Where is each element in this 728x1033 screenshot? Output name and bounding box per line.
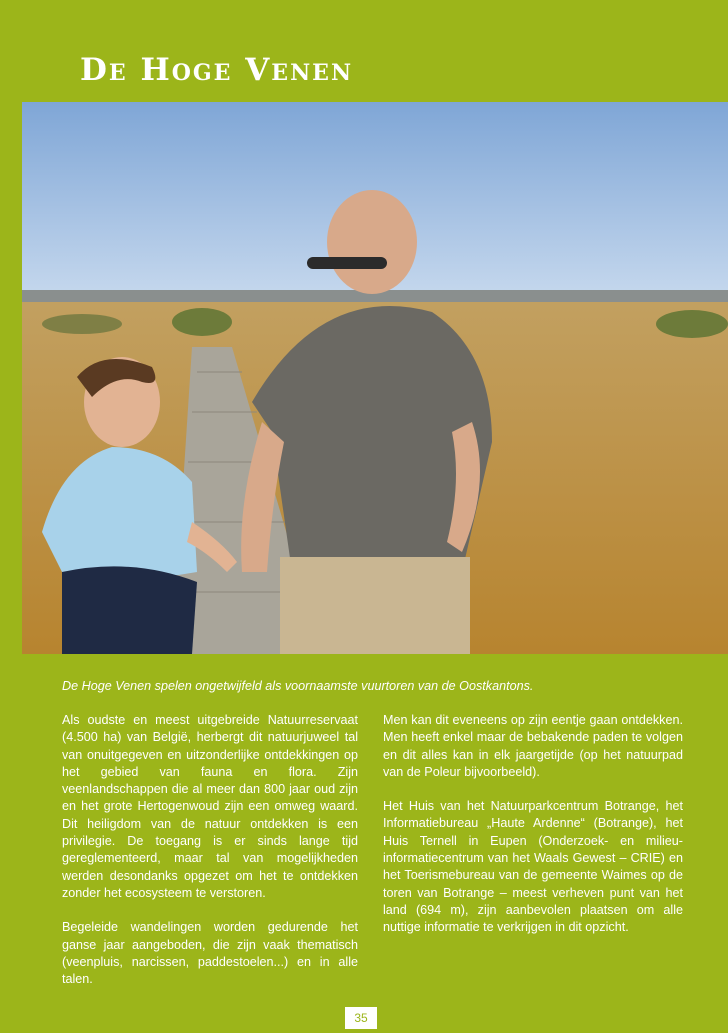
paragraph: Het Huis van het Natuurparkcentrum Botrange, het Informatiebureau „Haute Ardenne“ (Botrange), het Huis Ternell in Eupen (Onderzoek- en milieu-informatiecentrum van het Waals Gewest – CRIE) en het Toerismebureau van de gemeente Waimes op de toren van Botrange – meest verheven punt van het land (694 m), zijn aanbevolen plaatsen om alle nuttige informatie te verkrijgen in dit opzicht. [383, 799, 683, 935]
text-column-left [62, 712, 358, 1005]
page-number: 35 [345, 1007, 377, 1029]
paragraph: Als oudste en meest uitgebreide Natuurreservaat (4.500 ha) van België, herbergt dit natuurjuweel tal van onuitgegeven en uitzonderlijke ontdekkingen op het gebied van fauna en flora. Zijn veenlandschappen die al meer dan 800 jaar oud zijn en het grote Hertogenwoud zijn een omweg waard. Dit heiligdom van de natuur ontdekken is een privilegie. De toegang is er sinds lange tijd gereglementeerd, maar tal van mogelijkheden werden desondanks opgezet om het te ontdekken zonder het ecosysteem te verstoren. [62, 713, 358, 900]
page-title: De Hoge Venen [80, 52, 354, 88]
photo-illustration [22, 102, 728, 654]
photo-caption: De Hoge Venen spelen ongetwijfeld als voornaamste vuurtoren van de Oostkantons. [62, 679, 534, 693]
paragraph: Begeleide wandelingen worden gedurende het ganse jaar aangeboden, die zijn vaak thematisch (veenpluis, narcissen, paddestoelen...) en in alle talen. [62, 920, 358, 987]
text-column-right [383, 712, 683, 954]
paragraph: Men kan dit eveneens op zijn eentje gaan ontdekken. Men heeft enkel maar de bebakende paden te volgen en dit alles kan in elk jaargetijde (op het natuurpad van de Poleur bijvoorbeeld). [383, 713, 683, 779]
photo [22, 102, 728, 654]
